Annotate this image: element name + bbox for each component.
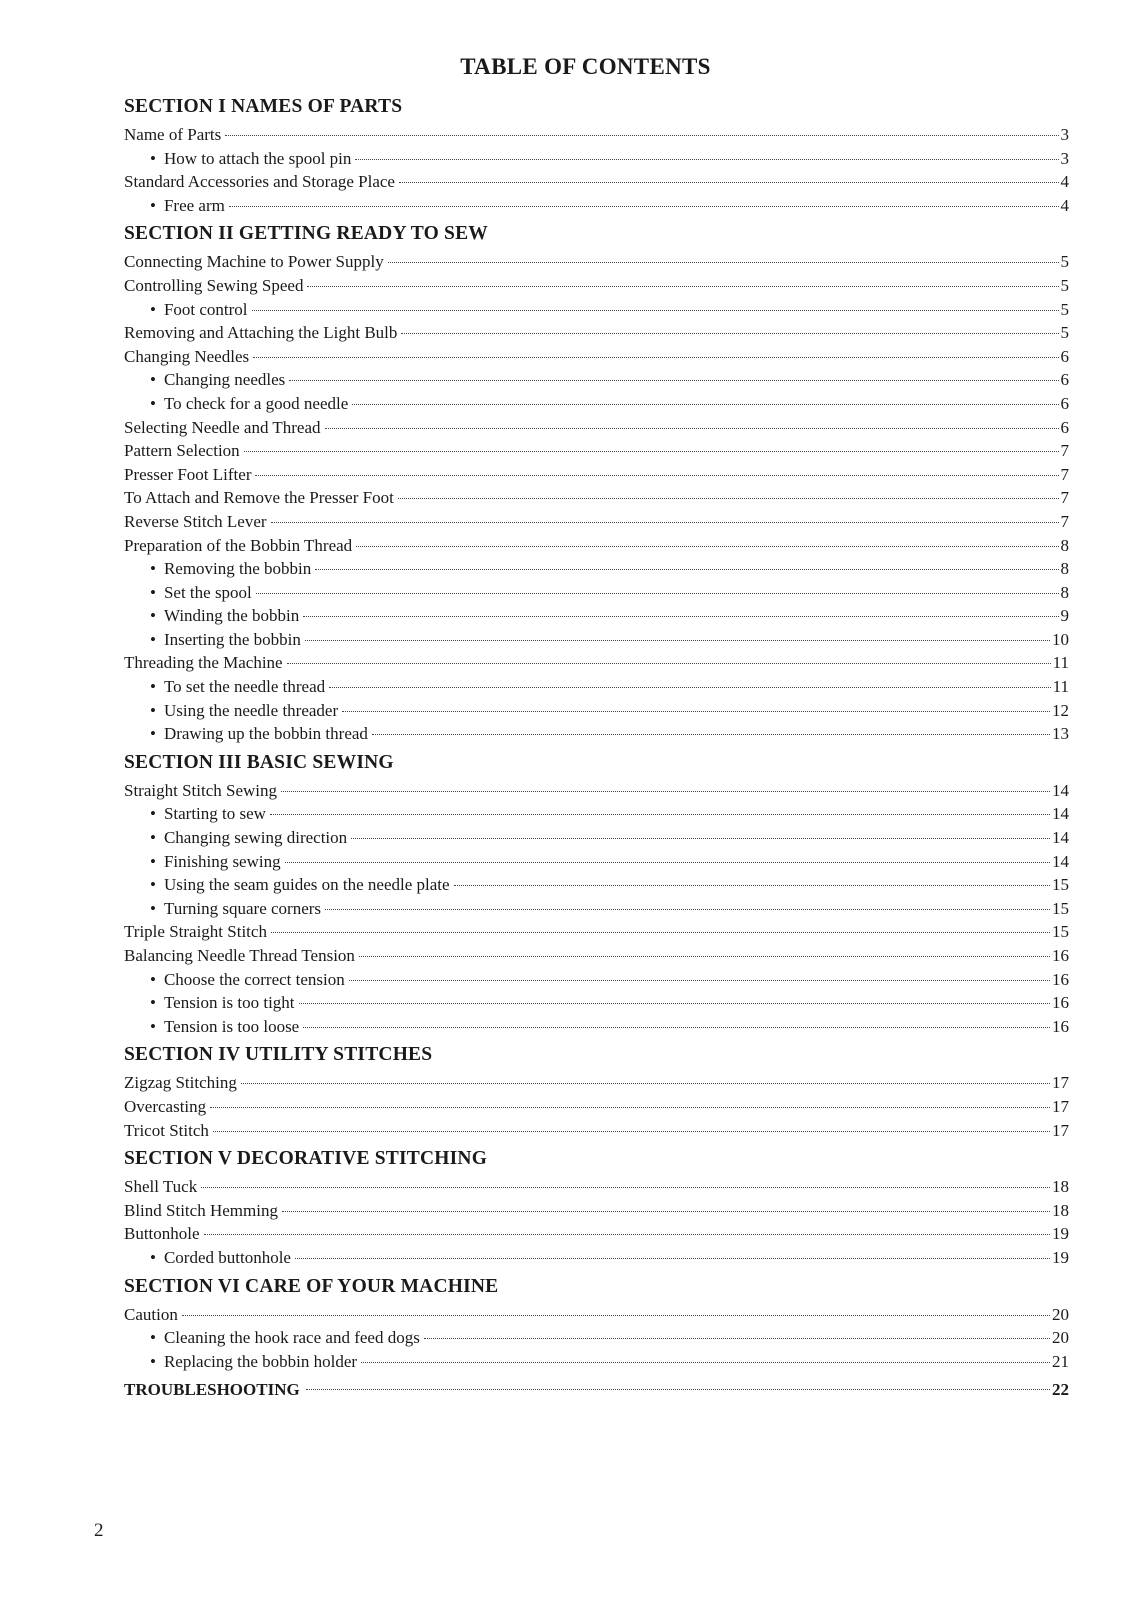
bullet-icon: • bbox=[150, 1351, 156, 1371]
entry-page-number: 8 bbox=[1060, 582, 1069, 602]
dot-leader bbox=[229, 206, 1059, 207]
entry-label: Turning square corners bbox=[163, 898, 322, 918]
entry-label: Changing needles bbox=[163, 370, 286, 390]
toc-section bbox=[124, 1270, 1069, 1374]
toc-subentry[interactable] bbox=[124, 368, 1069, 392]
entry-page-number: 14 bbox=[1052, 851, 1069, 871]
entry-label: Starting to sew bbox=[163, 804, 266, 824]
toc-subentry[interactable] bbox=[124, 298, 1069, 322]
dot-leader bbox=[303, 616, 1058, 617]
entry-page-number: 18 bbox=[1052, 1200, 1069, 1220]
entry-page-number: 16 bbox=[1052, 969, 1069, 989]
entry-page-number: 12 bbox=[1052, 700, 1069, 720]
bullet-icon: • bbox=[150, 582, 156, 602]
entry-page-number: 6 bbox=[1060, 393, 1069, 413]
dot-leader bbox=[253, 357, 1058, 358]
entry-page-number: 15 bbox=[1052, 875, 1069, 895]
dot-leader bbox=[359, 956, 1050, 957]
dot-leader bbox=[352, 404, 1058, 405]
entry-page-number: 7 bbox=[1060, 464, 1069, 484]
dot-leader bbox=[213, 1131, 1050, 1132]
entry-page-number: 11 bbox=[1052, 677, 1069, 697]
entry-page-number: 11 bbox=[1052, 653, 1069, 673]
dot-leader bbox=[287, 663, 1051, 664]
entry-label: Using the needle threader bbox=[163, 700, 339, 720]
entry-label: Balancing Needle Thread Tension bbox=[124, 946, 355, 965]
toc-entry[interactable] bbox=[124, 510, 1069, 534]
entry-page-number: 9 bbox=[1060, 606, 1069, 626]
toc-subentry[interactable] bbox=[124, 1015, 1069, 1039]
toc-entry[interactable] bbox=[124, 486, 1069, 510]
toc-subentry[interactable] bbox=[124, 722, 1069, 746]
entry-label: Tricot Stitch bbox=[124, 1120, 209, 1140]
entry-label: Finishing sewing bbox=[163, 851, 281, 871]
entry-page-number: 22 bbox=[1052, 1380, 1069, 1400]
dot-leader bbox=[295, 1258, 1050, 1259]
toc-subentry[interactable] bbox=[124, 1326, 1069, 1350]
toc-entry[interactable] bbox=[124, 1095, 1069, 1119]
entry-label: Replacing the bobbin holder bbox=[163, 1351, 358, 1371]
entry-page-number: 4 bbox=[1060, 172, 1069, 192]
dot-leader bbox=[329, 687, 1050, 688]
section-heading: SECTION IV UTILITY STITCHES bbox=[124, 1044, 433, 1066]
entry-label: Selecting Needle and Thread bbox=[124, 417, 321, 437]
bullet-icon: • bbox=[150, 606, 156, 626]
toc-subentry[interactable] bbox=[124, 557, 1069, 581]
section-heading: SECTION III BASIC SEWING bbox=[124, 751, 394, 773]
toc-subentry[interactable] bbox=[124, 581, 1069, 605]
toc-subentry[interactable] bbox=[124, 873, 1069, 897]
toc-entry-troubleshooting[interactable] bbox=[124, 1375, 1069, 1405]
dot-leader bbox=[355, 159, 1058, 160]
entry-page-number: 13 bbox=[1052, 724, 1069, 744]
entry-label: Changing Needles bbox=[124, 346, 250, 366]
dot-leader bbox=[454, 885, 1050, 886]
entry-label: Caution bbox=[124, 1304, 178, 1324]
entry-label: Set the spool bbox=[163, 582, 252, 602]
entry-page-number: 21 bbox=[1052, 1351, 1069, 1371]
entry-page-number: 7 bbox=[1060, 488, 1069, 508]
bullet-icon: • bbox=[150, 299, 156, 319]
toc-subentry[interactable] bbox=[124, 392, 1069, 416]
dot-leader bbox=[285, 862, 1050, 863]
entry-page-number: 16 bbox=[1052, 1016, 1069, 1036]
entry-label: Foot control bbox=[163, 299, 248, 319]
dot-leader bbox=[252, 310, 1059, 311]
entry-label: Controlling Sewing Speed bbox=[124, 275, 304, 295]
entry-page-number: 14 bbox=[1052, 828, 1069, 848]
entry-label: To Attach and Remove the Presser Foot bbox=[124, 488, 394, 508]
dot-leader bbox=[201, 1187, 1050, 1188]
dot-leader bbox=[289, 380, 1058, 381]
entry-label: Corded buttonhole bbox=[163, 1247, 291, 1267]
entry-label: Zigzag Stitching bbox=[124, 1073, 237, 1093]
dot-leader bbox=[270, 814, 1050, 815]
dot-leader bbox=[255, 475, 1058, 476]
toc-subentry[interactable] bbox=[124, 699, 1069, 723]
section-heading: SECTION II GETTING READY TO SEW bbox=[124, 223, 488, 245]
toc-entry[interactable] bbox=[124, 534, 1069, 558]
section-heading: SECTION VI CARE OF YOUR MACHINE bbox=[124, 1275, 499, 1297]
entry-label: Tension is too loose bbox=[163, 1016, 300, 1036]
entry-page-number: 6 bbox=[1060, 417, 1069, 437]
bullet-icon: • bbox=[150, 875, 156, 895]
dot-leader bbox=[388, 262, 1059, 263]
entry-label: Removing and Attaching the Light Bulb bbox=[124, 323, 398, 343]
bullet-icon: • bbox=[150, 370, 156, 390]
dot-leader bbox=[271, 932, 1050, 933]
toc-subentry[interactable] bbox=[124, 1246, 1069, 1270]
entry-label: Tension is too tight bbox=[163, 993, 295, 1013]
toc-section bbox=[124, 217, 1069, 745]
toc-section bbox=[124, 90, 1069, 217]
bullet-icon: • bbox=[150, 559, 156, 579]
entry-label: Drawing up the bobbin thread bbox=[163, 724, 368, 744]
entry-page-number: 17 bbox=[1052, 1073, 1069, 1093]
toc-entry[interactable] bbox=[124, 1222, 1069, 1246]
toc-subentry[interactable] bbox=[124, 675, 1069, 699]
entry-label: Preparation of the Bobbin Thread bbox=[124, 535, 353, 555]
bullet-icon: • bbox=[150, 195, 156, 215]
dot-leader bbox=[305, 640, 1050, 641]
entry-page-number: 18 bbox=[1052, 1177, 1069, 1197]
entry-label: Blind Stitch Hemming bbox=[124, 1200, 278, 1220]
bullet-icon: • bbox=[150, 677, 156, 697]
bullet-icon: • bbox=[150, 828, 156, 848]
entry-page-number: 20 bbox=[1052, 1328, 1069, 1348]
entry-page-number: 20 bbox=[1052, 1304, 1069, 1324]
entry-page-number: 16 bbox=[1052, 993, 1069, 1013]
dot-leader bbox=[307, 286, 1058, 287]
entry-page-number: 5 bbox=[1060, 299, 1069, 319]
entry-page-number: 6 bbox=[1060, 346, 1069, 366]
entry-page-number: 8 bbox=[1060, 535, 1069, 555]
dot-leader bbox=[210, 1107, 1050, 1108]
dot-leader bbox=[325, 909, 1050, 910]
toc-subentry[interactable] bbox=[124, 194, 1069, 218]
entry-label: Presser Foot Lifter bbox=[124, 464, 252, 484]
dot-leader bbox=[349, 980, 1050, 981]
toc-subentry[interactable] bbox=[124, 147, 1069, 171]
entry-label: Triple Straight Stitch bbox=[124, 922, 267, 942]
dot-leader bbox=[282, 1211, 1050, 1212]
toc-entry[interactable] bbox=[124, 1199, 1069, 1223]
dot-leader bbox=[401, 333, 1058, 334]
bullet-icon: • bbox=[150, 1247, 156, 1267]
entry-label: Free arm bbox=[163, 195, 225, 215]
toc-entry[interactable] bbox=[124, 123, 1069, 147]
dot-leader bbox=[306, 1389, 1050, 1390]
entry-page-number: 15 bbox=[1052, 922, 1069, 942]
dot-leader bbox=[225, 135, 1058, 136]
toc-entry[interactable] bbox=[124, 416, 1069, 440]
toc-section bbox=[124, 1038, 1069, 1142]
entry-label: Overcasting bbox=[124, 1096, 207, 1116]
entry-page-number: 19 bbox=[1052, 1224, 1069, 1244]
dot-leader bbox=[342, 711, 1050, 712]
toc-entry[interactable] bbox=[124, 779, 1069, 803]
entry-label: Connecting Machine to Power Supply bbox=[124, 252, 384, 272]
toc-subentry[interactable] bbox=[124, 850, 1069, 874]
toc-section bbox=[124, 1142, 1069, 1269]
dot-leader bbox=[351, 838, 1050, 839]
dot-leader bbox=[303, 1027, 1050, 1028]
entry-page-number: 15 bbox=[1052, 898, 1069, 918]
toc-entry[interactable] bbox=[124, 1303, 1069, 1327]
entry-label: Pattern Selection bbox=[124, 441, 240, 461]
toc-entry[interactable] bbox=[124, 250, 1069, 274]
page-number: 2 bbox=[94, 1520, 104, 1541]
entry-label: To set the needle thread bbox=[163, 677, 326, 697]
entry-label: Using the seam guides on the needle plate bbox=[163, 875, 450, 895]
dot-leader bbox=[399, 182, 1059, 183]
toc-subentry[interactable] bbox=[124, 826, 1069, 850]
bullet-icon: • bbox=[150, 724, 156, 744]
bullet-icon: • bbox=[150, 851, 156, 871]
entry-label: Straight Stitch Sewing bbox=[124, 780, 277, 800]
entry-label: Cleaning the hook race and feed dogs bbox=[163, 1328, 420, 1348]
bullet-icon: • bbox=[150, 148, 156, 168]
entry-label: Winding the bobbin bbox=[163, 606, 300, 626]
entry-label: Inserting the bobbin bbox=[163, 629, 301, 649]
dot-leader bbox=[244, 451, 1059, 452]
entry-label: Reverse Stitch Lever bbox=[124, 511, 267, 531]
bullet-icon: • bbox=[150, 969, 156, 989]
bullet-icon: • bbox=[150, 1328, 156, 1348]
bullet-icon: • bbox=[150, 804, 156, 824]
entry-label: To check for a good needle bbox=[163, 393, 349, 413]
entry-page-number: 16 bbox=[1052, 946, 1069, 965]
dot-leader bbox=[424, 1338, 1050, 1339]
entry-page-number: 3 bbox=[1060, 125, 1069, 144]
dot-leader bbox=[325, 428, 1059, 429]
entry-page-number: 17 bbox=[1052, 1096, 1069, 1116]
bullet-icon: • bbox=[150, 993, 156, 1013]
toc-entry[interactable] bbox=[124, 1071, 1069, 1095]
toc-subentry[interactable] bbox=[124, 968, 1069, 992]
dot-leader bbox=[241, 1083, 1050, 1084]
entry-label: Changing sewing direction bbox=[163, 828, 348, 848]
entry-label: How to attach the spool pin bbox=[163, 148, 352, 168]
bullet-icon: • bbox=[150, 629, 156, 649]
page-title: TABLE OF CONTENTS bbox=[460, 54, 711, 79]
toc-subentry[interactable] bbox=[124, 1350, 1069, 1374]
entry-page-number: 17 bbox=[1052, 1120, 1069, 1140]
toc-subentry[interactable] bbox=[124, 897, 1069, 921]
entry-page-number: 5 bbox=[1060, 252, 1069, 272]
toc-entry[interactable] bbox=[124, 274, 1069, 298]
toc-entry[interactable] bbox=[124, 463, 1069, 487]
dot-leader bbox=[256, 593, 1059, 594]
entry-page-number: 19 bbox=[1052, 1247, 1069, 1267]
entry-page-number: 5 bbox=[1060, 275, 1069, 295]
bullet-icon: • bbox=[150, 898, 156, 918]
dot-leader bbox=[204, 1234, 1050, 1235]
dot-leader bbox=[182, 1315, 1050, 1316]
toc-entry[interactable] bbox=[124, 1119, 1069, 1143]
dot-leader bbox=[315, 569, 1058, 570]
section-heading: SECTION V DECORATIVE STITCHING bbox=[124, 1148, 488, 1170]
entry-page-number: 6 bbox=[1060, 370, 1069, 390]
entry-label: Buttonhole bbox=[124, 1224, 200, 1244]
dot-leader bbox=[398, 498, 1059, 499]
section-heading: SECTION I NAMES OF PARTS bbox=[124, 96, 403, 117]
dot-leader bbox=[271, 522, 1059, 523]
toc-entry[interactable] bbox=[124, 920, 1069, 944]
dot-leader bbox=[372, 734, 1050, 735]
bullet-icon: • bbox=[150, 700, 156, 720]
bullet-icon: • bbox=[150, 1016, 156, 1036]
entry-label: TROUBLESHOOTING bbox=[124, 1380, 300, 1400]
entry-page-number: 8 bbox=[1060, 559, 1069, 579]
toc-subentry[interactable] bbox=[124, 991, 1069, 1015]
entry-label: Removing the bobbin bbox=[163, 559, 312, 579]
entry-label: Standard Accessories and Storage Place bbox=[124, 172, 395, 192]
entry-page-number: 10 bbox=[1052, 629, 1069, 649]
entry-page-number: 7 bbox=[1060, 441, 1069, 461]
toc-subentry[interactable] bbox=[124, 802, 1069, 826]
dot-leader bbox=[299, 1003, 1050, 1004]
entry-page-number: 4 bbox=[1060, 195, 1069, 215]
entry-label: Threading the Machine bbox=[124, 653, 283, 673]
toc-entry[interactable] bbox=[124, 944, 1069, 968]
toc-subentry[interactable] bbox=[124, 628, 1069, 652]
entry-label: Choose the correct tension bbox=[163, 969, 345, 989]
table-of-contents bbox=[124, 90, 1069, 1405]
toc-entry[interactable] bbox=[124, 345, 1069, 369]
dot-leader bbox=[361, 1362, 1050, 1363]
dot-leader bbox=[356, 546, 1058, 547]
dot-leader bbox=[281, 791, 1050, 792]
entry-page-number: 3 bbox=[1060, 148, 1069, 168]
entry-page-number: 14 bbox=[1052, 804, 1069, 824]
toc-entry[interactable] bbox=[124, 651, 1069, 675]
toc-entry[interactable] bbox=[124, 1175, 1069, 1199]
toc-entry[interactable] bbox=[124, 321, 1069, 345]
toc-subentry[interactable] bbox=[124, 604, 1069, 628]
bullet-icon: • bbox=[150, 393, 156, 413]
entry-page-number: 5 bbox=[1060, 323, 1069, 343]
toc-entry[interactable] bbox=[124, 170, 1069, 194]
entry-label: Name of Parts bbox=[124, 125, 222, 144]
entry-page-number: 14 bbox=[1052, 780, 1069, 800]
toc-section bbox=[124, 746, 1069, 1039]
entry-page-number: 7 bbox=[1060, 511, 1069, 531]
entry-label: Shell Tuck bbox=[124, 1177, 198, 1197]
toc-entry[interactable] bbox=[124, 439, 1069, 463]
